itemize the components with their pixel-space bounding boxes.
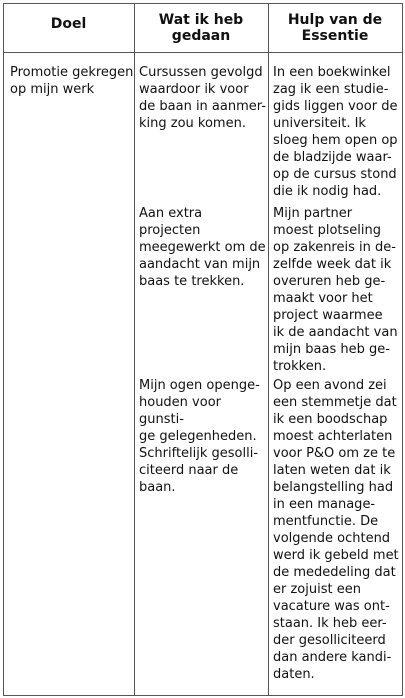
table-border-right xyxy=(402,3,403,696)
row2-help: Mijn partner moest plotseling op zakenreis in de- zelfde week dat ik overuren heb ge- maakt voor het project waarmee ik de aandacht van mijn baas heb ge- trokken. xyxy=(273,206,398,374)
column-divider-2 xyxy=(268,3,269,696)
header-help: Hulp van de Essentie xyxy=(287,12,383,44)
row1-help: In een boekwinkel zag ik een studie- gids liggen voor de universiteit. Ik sloeg hem open op de bladzijde waar- op de cursus stond die ik nodig had. xyxy=(273,65,398,199)
header-goal: Doel xyxy=(50,16,87,32)
column-divider-1 xyxy=(134,3,135,696)
row3-done: Mijn ogen openge- houden voor gunsti- ge gelegenheden. Schriftelijk gesolli- citeerd naar de baan. xyxy=(139,378,260,495)
table-border-left xyxy=(3,3,4,696)
row1-goal: Promotie gekregen op mijn werk xyxy=(10,65,134,97)
goals-table xyxy=(3,3,403,696)
row3-help: Op een avond zei een stemmetje dat ik een boodschap moest achterlaten voor P&O om ze te laten weten dat ik belangstelling had in een manage- mentfunctie. De volgende ochtend werd ik gebeld met de mededeling dat er zojuist een vacature was ont- staan. Ik heb eer- der gesolliciteerd dan andere kandi- daten. xyxy=(273,378,399,682)
table-border-top xyxy=(3,3,403,4)
table-border-bottom xyxy=(3,695,403,696)
row2-done: Aan extra projecten meegewerkt om de aandacht van mijn baas te trekken. xyxy=(139,206,266,289)
row1-done: Cursussen gevolgd waardoor ik voor de baan in aanmer- king zou komen. xyxy=(139,65,266,131)
header-divider xyxy=(3,52,403,53)
header-done: Wat ik heb gedaan xyxy=(158,12,244,44)
